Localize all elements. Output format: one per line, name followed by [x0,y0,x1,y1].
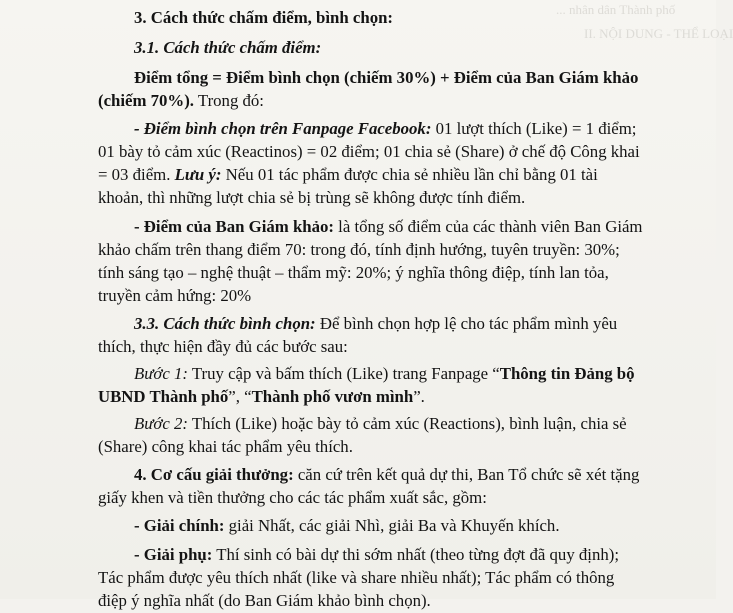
formula-line-2 [98,89,264,113]
section-4-heading: 4. Cơ cấu giải thưởng: [134,465,294,484]
formula-rest: Trong đó: [194,91,264,110]
note-text: Nếu 01 tác phẩm được chia sẻ nhiều lần chỉ bằng 01 tài [221,165,598,184]
main-prize-line [134,514,560,538]
fanpage-separator: ”, “ [228,387,252,406]
bleed-through-text: II. NỘI DUNG - THỂ LOẠI [584,26,733,41]
jury-score-line-2: khảo chấm trên thang điểm 70: trong đó, tính định hướng, tuyên truyền: 30%; [98,240,620,259]
step-1-text: Truy cập và bấm thích (Like) trang Fanpage “ [187,364,500,383]
jury-score-line-1 [134,215,642,239]
step-2-line-1 [134,412,627,436]
fanpage-name-1: Thông tin Đảng bộ [499,364,635,383]
step-1-line-1 [134,362,635,386]
vote-score-line-2: 01 bày tỏ cảm xúc (Reactinos) = 02 điểm; 01 chia sẻ (Share) ở chế độ Công khai [98,142,640,161]
vote-score-line-3 [98,163,598,187]
step-2-line-2: (Share) công khai tác phẩm yêu thích. [98,437,353,456]
sub-prize-label: - Giải phụ: [134,545,213,564]
note-label: Lưu ý: [174,165,222,184]
step-2-label: Bước 2: [134,414,188,433]
vote-score-text: = 03 điểm. [98,165,175,184]
step-2-text: Thích (Like) hoặc bày tỏ cảm xúc (Reactions), bình luận, chia sẻ [187,414,627,433]
sub-prize-line-2: Tác phẩm được yêu thích nhất (like và share nhiều nhất); Tác phẩm có thông [98,568,615,587]
section-4-line-2: giấy khen và tiền thưởng cho các tác phẩm xuất sắc, gồm: [98,488,487,507]
main-prize-text: giải Nhất, các giải Nhì, giải Ba và Khuyến khích. [224,516,560,535]
section-4-line-1 [134,463,639,487]
fanpage-name-1-cont: UBND Thành phố [98,387,229,406]
step-1-line-2 [98,385,425,409]
main-prize-label: - Giải chính: [134,516,225,535]
sub-prize-line-1 [134,543,619,567]
formula-bold: (chiếm 70%). [98,91,195,110]
section-3-heading: 3. Cách thức chấm điểm, bình chọn: [134,8,394,27]
subsection-3-3-line-1 [134,312,617,336]
section-4-text: căn cứ trên kết quả dự thi, Ban Tổ chức sẽ xét tặng [293,465,640,484]
sub-prize-line-3: điệp ý nghĩa nhất (do Ban Giám khảo bình chọn). [98,591,431,610]
jury-score-rest: là tổng số điểm của các thành viên Ban Giám [333,217,643,236]
vote-score-line-4: khoản, thì những lượt chia sẻ bị trùng sẽ không được tính điểm. [98,188,526,207]
formula-line-1: Điểm tổng = Điểm bình chọn (chiếm 30%) + Điểm của Ban Giám khảo [134,68,639,87]
subsection-3-3-heading: 3.3. Cách thức bình chọn: [134,314,316,333]
step-1-label: Bước 1: [134,364,188,383]
jury-score-line-3: tính sáng tạo – nghệ thuật – thẩm mỹ: 20%; ý nghĩa thông điệp, tính lan tỏa, [98,263,609,282]
jury-score-lead: - Điểm của Ban Giám khảo: [134,217,334,236]
sub-prize-text: Thí sinh có bài dự thi sớm nhất (theo từng đợt đã quy định); [212,545,619,564]
vote-score-lead: - Điểm bình chọn trên Fanpage Facebook: [134,119,432,138]
fanpage-end: ”. [413,387,425,406]
subsection-3-3-line-2: thích, thực hiện đầy đủ các bước sau: [98,337,348,356]
vote-score-rest: 01 lượt thích (Like) = 1 điểm; [431,119,637,138]
jury-score-line-4: truyền cảm hứng: 20% [98,286,252,305]
bleed-through-text: ... nhân dân Thành phố [556,2,676,17]
fanpage-name-2: Thành phố vươn mình [251,387,414,406]
vote-score-line-1 [134,117,636,141]
voting-text: Để bình chọn hợp lệ cho tác phẩm mình yêu [315,314,618,333]
subsection-3-1-heading: 3.1. Cách thức chấm điểm: [134,38,322,57]
